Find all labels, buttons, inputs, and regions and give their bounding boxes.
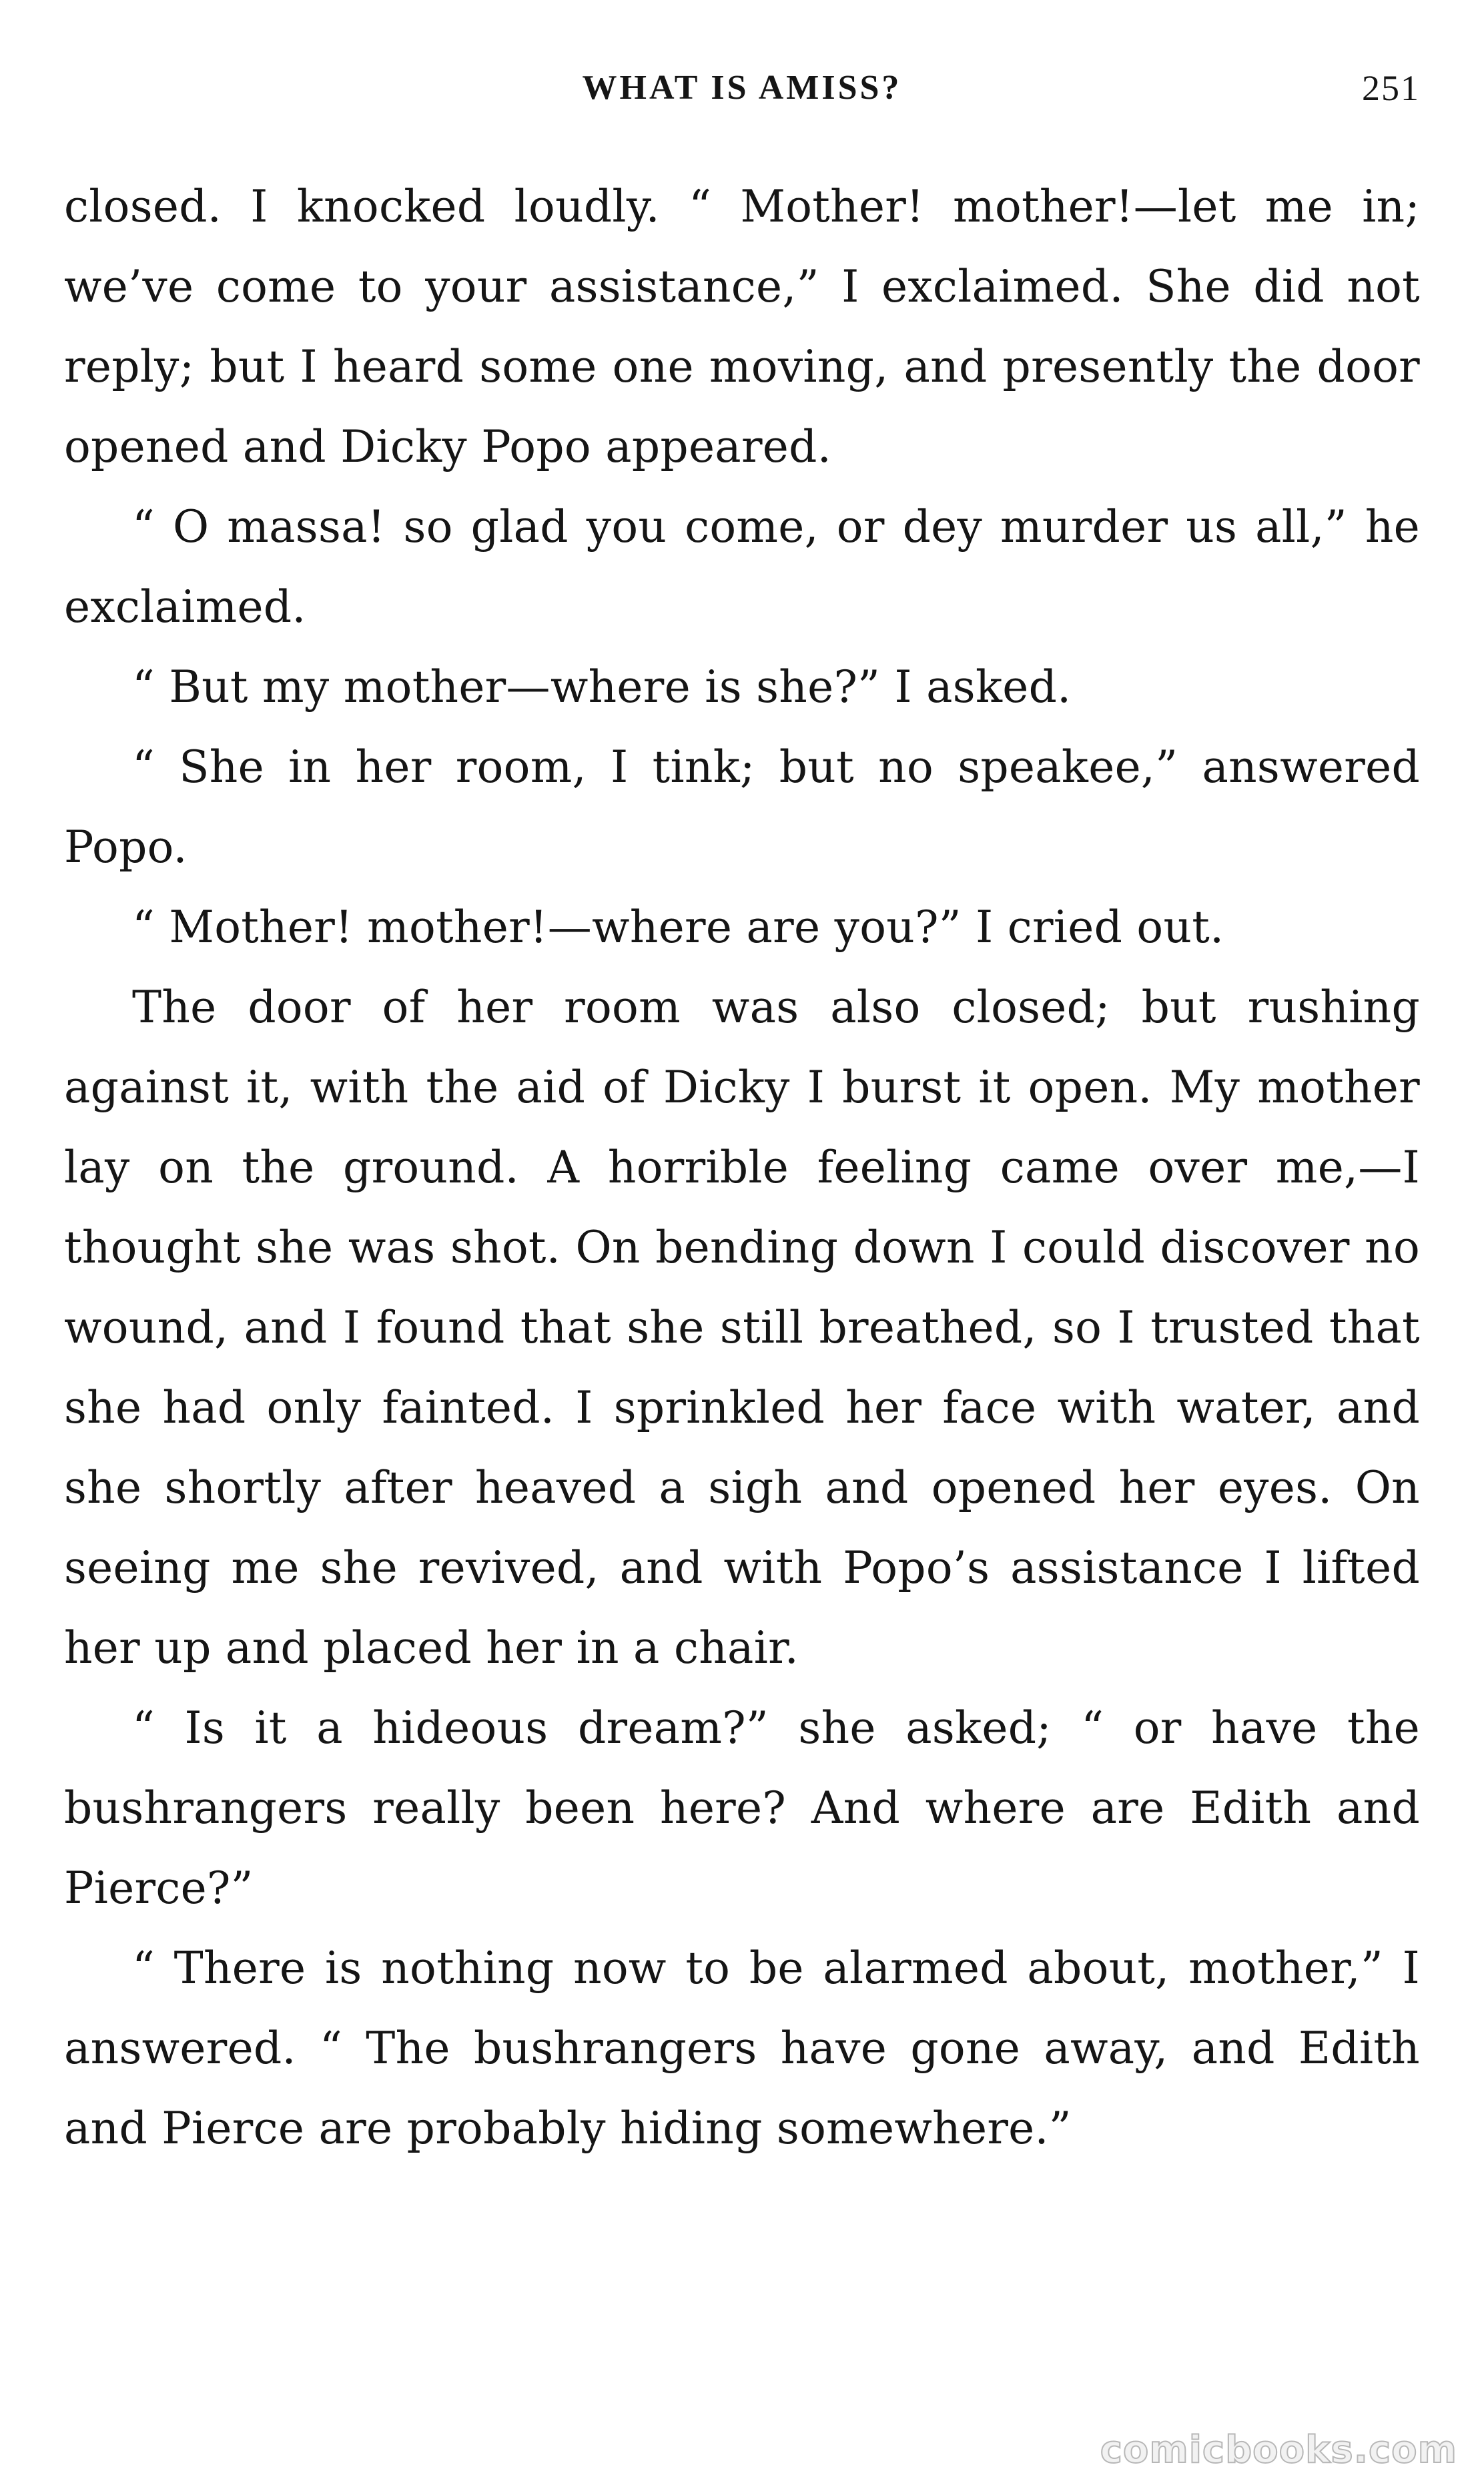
paragraph: “ O massa! so glad you come, or dey murder us all,” he exclaimed. [64,501,1420,633]
paragraph: “ Is it a hideous dream?” she asked; “ or have the bushrangers really been here? And where are Edith and Pierce?” [64,1702,1420,1914]
watermark: comicbooks.com [1100,2428,1457,2472]
paragraph: “ Mother! mother!—where are you?” I cried out. [132,902,1224,953]
page-number: 251 [1362,68,1420,108]
paragraph: “ But my mother—where is she?” I asked. [132,661,1072,713]
paragraph: The door of her room was also closed; but rushing against it, with the aid of Dicky I burst it open. My mother lay on the ground. A horrible feeling came over me,—I thought she was shot. On bending down I could discover no wound, and I found that she still breathed, so I trusted that she had only fainted. I sprinkled her face with water, and she shortly after heaved a sigh and opened her eyes. On seeing me she revived, and with Popo’s assistance I lifted her up and placed her in a chair. [64,982,1420,1674]
running-head: WHAT IS AMISS? [582,69,902,107]
paragraph: closed. I knocked loudly. “ Mother! mother!—let me in; we’ve come to your assistance,” I exclaimed. She did not reply; but I heard some one moving, and presently the door opened and Dicky Popo appeared. [64,181,1420,472]
page-header [64,61,1420,115]
paragraph: “ She in her room, I tink; but no speakee,” answered Popo. [64,741,1420,873]
body-text [64,167,1420,2169]
paragraph: “ There is nothing now to be alarmed about, mother,” I answered. “ The bushrangers have gone away, and Edith and Pierce are probably hiding somewhere.” [64,1942,1420,2154]
